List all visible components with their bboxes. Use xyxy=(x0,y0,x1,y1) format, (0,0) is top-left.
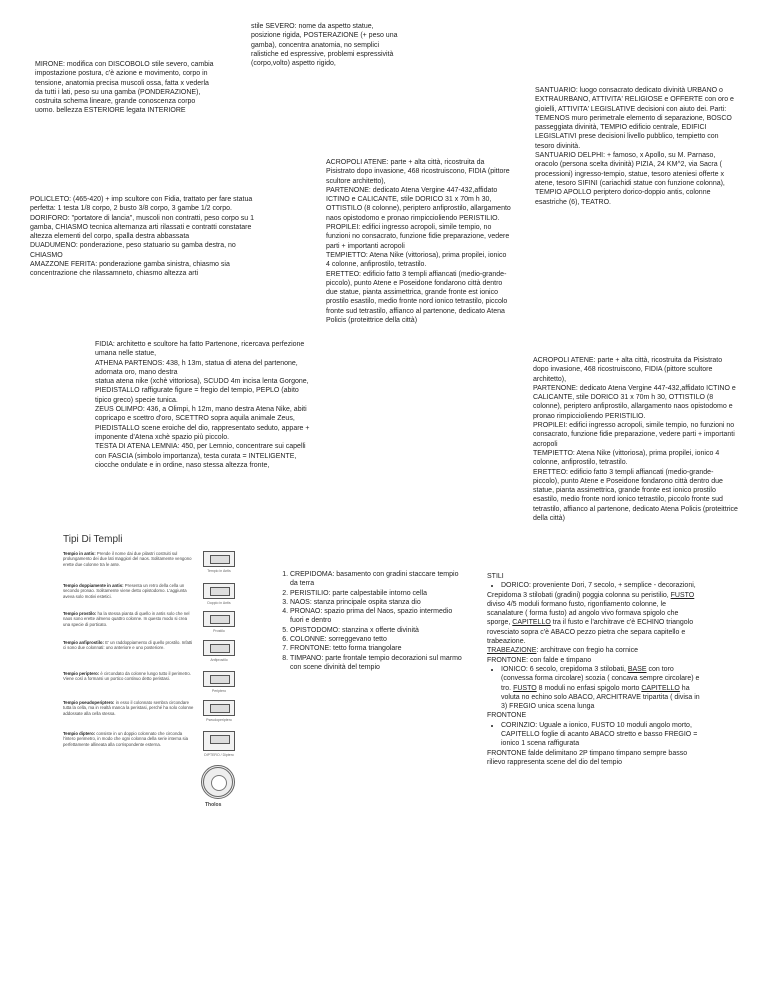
note-stile-severo: stile SEVERO: nome da aspetto statue, posizione rigida, POSTERAZIONE (+ peso una gamba), concentra anatomia, no semplici ralistiche ed espressive, problemi espressività (corpo,volto) aspetto rigido, xyxy=(251,23,398,68)
list-item: 5. OPISTODOMO: stanzina x offerte divinità xyxy=(290,626,465,635)
diagram-caption: DIPTERO / Diptero xyxy=(204,753,234,757)
tipo-desc: consiste in un doppio colonnato che circonda l'intero perimetro, in modo che ogni colonna della serie interna sia perfettamente allineata alla corrispondente esterna. xyxy=(63,731,189,747)
temple-plan-diagram xyxy=(203,611,235,627)
tholos-diagram xyxy=(201,765,235,799)
temple-plan-diagram xyxy=(203,583,235,599)
note-acropoli-atene-copy: ACROPOLI ATENE: parte + alta città, ricostruita da Pisistrato dopo invasione, 468 ricostruiscono, FIDIA (pittore scultore architetto), PARTENONE: dedicato Atena Vergine 447-432,affidato ICTINO e CALICANTE, stile DORICO 31 x 70m h 30, OTTISTILO (8 colonne), periptero anfiprostilo, allargamento naos opistodomo e pronao rimpiccioliendo PERISTILIO. PROPILEI: edifici ingresso acropoli, simile tempio, no funzioni no consacrato, funzione fidie preparazione, vedere parti + importanti acropoli TEMPIETTO: Atena Nike (vittoriosa), prima propilei, ionico 4 colonne, anfiprostilo, tetrastilo. ERETTEO: edificio fatto 3 templi affiancati (medio-grande-piccolo), punto Atene e Poseidone fondarono città dentro due statue, pianta assimettrica, grande fronte est ionico prostilo esastilo, medio fronte nord ionico tetrastilo, piccolo fronte sud tetrastilo, affianco al partenone, dedicato Atena Policis (proteittrice della città) xyxy=(533,357,738,523)
list-item: 8. TIMPANO: parte frontale tempio decorazioni sul marmo con scene divinità del tempio xyxy=(290,654,465,673)
frontone-corinzio-text: FRONTONE falde delimitano 2P timpano timpano sempre basso rilievo rappresenta scene del dio del tempio xyxy=(487,749,688,766)
ionico-item: • IONICO: 6 secolo, crepidoma 3 stilobati, BASE con toro (convessa forma circolare) scozia ( concava sempre circolare) e tro. FUSTO 8 moduli no enfasi spigolo morto CAPITELLO ha voluta no echino solo ABACO, ARCHITRAVE tripartita ( divisa in 3) FREGIO unica scena lunga xyxy=(501,665,702,711)
stili-section xyxy=(487,572,702,767)
dorico-item: • DORICO: proveniente Dori, 7 secolo, + semplice - decorazioni, xyxy=(501,581,702,590)
tipo-name: Tempio anfiprostilo: xyxy=(63,640,104,645)
tipo-desc: Presenta un retro della cella un secondo pronao. Solitamente viene detto opistodomo. L'aggiunta aveva solo motivi estetici. xyxy=(63,583,187,599)
list-item: 2. PERISTILIO: parte calpestabile intorno cella xyxy=(290,589,465,598)
temple-plan-diagram xyxy=(203,671,235,687)
list-item: 4. PRONAO: spazio prima del Naos, spazio intermedio fuori e dentro xyxy=(290,607,465,626)
note-policleto: POLICLETO: (465-420) + imp scultore con Fidia, trattato per fare statua perfetta: 1 testa 1/8 corpo, 2 busto 3/8 corpo, 3 gambe 1/2 corpo. DORIFORO: "portatore di lancia", muscoli non contratti, peso corpo su 1 gamba, CHIASMO tecnica alternanza arti rilassati e contratti constatare altezza elementi del corpo, spalla destra abbassata DUADUMENO: ponderazione, peso statuario su gamba destra, no CHIASMO AMAZZONE FERITA: ponderazione gamba sinistra, chiasmo sia concentrazione che rilassamneto, chiasmo altezza arti xyxy=(30,196,255,278)
tipo-name: Tempio periptero: xyxy=(63,671,100,676)
temple-plan-diagram xyxy=(203,700,235,716)
diagram-caption: Periptero xyxy=(211,689,227,693)
tipo-name: Tempio in antis: xyxy=(63,551,96,556)
trabeazione-text: TRABEAZIONE: architrave con fregio ha cornice xyxy=(487,647,638,655)
diagram-caption: Anfiprostilo xyxy=(210,658,228,662)
list-item: 7. FRONTONE: tetto forma triangolare xyxy=(290,644,465,653)
stili-heading: STILI xyxy=(487,573,504,580)
tipo-name: Tempio diptero: xyxy=(63,731,96,736)
list-item: 6. COLONNE: sorreggevano tetto xyxy=(290,635,465,644)
tipo-desc: in esso il colonnato sembra circondare tutta la cella, ma in realtà manca la peristasi, perché ha solo colonne addossate alla cella stessa. xyxy=(63,700,194,716)
tipo-name: Tempio doppiamente in antis: xyxy=(63,583,124,588)
note-fidia: FIDIA: architetto e scultore ha fatto Partenone, ricercava perfezione umana nelle statue, ATHENA PARTENOS: 438, h 13m, statua di atena del partenone, adornata oro, mano destra statua atena nike (xchè vittoriosa), SCUDO 4m incisa lenta Gorgone, PIEDISTALLO raffigurate figure = fregio del tempio, PEPLO (abito tipico greco) specie tunica. ZEUS OLIMPO: 436, a Olimpi, h 12m, mano destra Atena Nike, abiti copricapo e scettro d'oro, SCETTRO sopra aquila animale Zeus, PIEDISTALLO scene eroiche del dio, rappresentato seduto, appare + imponente d'Atena xchè spazio più piccolo. TESTA DI ATENA LEMNIA: 450, per Lemnio, concentrare sui capelli con FASCIA (simbolo importanza), testa curata = INTELIGENTE, ciocche ondulate e in ordine, naso stessa altezza fronte, xyxy=(95,341,310,469)
note-acropoli-atene: ACROPOLI ATENE: parte + alta città, ricostruita da Pisistrato dopo invasione, 468 ricostruiscono, FIDIA (pittore scultore architetto), PARTENONE: dedicato Atena Vergine 447-432,affidato ICTINO e CALICANTE, stile DORICO 31 x 70m h 30, OTTISTILO (8 colonne), periptero anfiprostilo, allargamento naos opistodomo e pronao rimpiccioliendo PERISTILIO. PROPILEI: edifici ingresso acropoli, simile tempio, no funzioni no consacrato, funzione fidie preparazione, vedere parti + importanti acropoli TEMPIETTO: Atena Nike (vittoriosa), prima propilei, ionico 4 colonne, anfiprostilo, tetrastilo. ERETTEO: edificio fatto 3 templi affiancati (medio-grande-piccolo), punto Atene e Poseidone fondarono città dentro due statue, pianta assimettrica, grande fronte est ionico prostilo esastilo, medio fronte nord ionico tetrastilo, piccolo fronte sud tetrastilo, affianco al partenone, dedicato Atena Policis (proteittrice della città) xyxy=(326,159,511,325)
tholos-caption: Tholos xyxy=(205,802,222,808)
list-item: 3. NAOS: stanza principale ospita stanza dio xyxy=(290,598,465,607)
tipi-templi-title: Tipi Di Templi xyxy=(63,534,123,545)
frontone-text: FRONTONE: con falde e timpano xyxy=(487,656,592,664)
list-item: 1. CREPIDOMA: basamento con gradini staccare tempio da terra xyxy=(290,570,465,589)
temple-plan-diagram xyxy=(203,640,235,656)
tipo-desc: è circondato da colonne lungo tutto il perimetro. Viene così a formarsi un portico continuo detto peristasi. xyxy=(63,671,191,682)
tipo-desc: ha la stessa pianta di quello in antis solo che nel naos sono erette almeno quattro colonne. In questo modo si crea una specie di porticato. xyxy=(63,611,190,627)
diagram-caption: Doppio in Antis xyxy=(207,601,231,605)
tipo-name: Tempio prostilo: xyxy=(63,611,97,616)
tipo-desc: Prende il nome dai due pilastri costruiti sul prolungamento dei due lati maggiori del naos. Solitamente vengono erette due colonne tra le ante. xyxy=(63,551,192,567)
diagram-caption: Pseudoperiptero xyxy=(206,718,232,722)
diagram-caption: Prostilo xyxy=(213,629,225,633)
note-mirone: MIRONE: modifica con DISCOBOLO stile severo, cambia impostazione postura, c'è azione e movimento, corpo in tensione, anatomia precisa muscoli ossa, fatta x vederla da tutti i lati, peso su una gamba (PONDERAZIONE), costruita schema lineare, grande conoscenza corpo uomo. bellezza ESTERIORE legata INTERIORE xyxy=(35,61,214,115)
diagram-caption: Tempio in Antis xyxy=(207,569,231,573)
dorico-text: Crepidoma 3 stilobati (gradini) poggia colonna su peristilio, FUSTO diviso 4/5 moduli formano fusto, rigonfiamento colonne, le scanalature ( forma fusto) ad angolo vivo formava spigolo che sporge, CAPITELLO tra il fusto e l'architrave c'è ECHINO triangolo rovesciato sopra c'è ABACO pezzo pietra che separa capitello e trabeazione. xyxy=(487,591,695,646)
tipo-name: Tempio pseudoperiptero: xyxy=(63,700,115,705)
frontone-label: FRONTONE xyxy=(487,712,527,720)
note-santuario: SANTUARIO: luogo consacrato dedicato divinità URBANO o EXTRAURBANO, ATTIVITA' RELIGIOSE e OFFERTE con oro e gioielli, ATTIVITA' LEGISLATIVE decisioni con aiuto dei. Parti: TEMENOS muro perimetrale elemento di separazione, BOSCO passeggiata divinità, TEMPIO edificio centrale, EDIFICI LEGISLATIVI prese decisioni livello pubblico, tempietto con tesoro divinità. SANTUARIO DELPHI: + famoso, x Apollo, su M. Parnaso, oracolo (persona scelta divinità) PIZIA, 24 KM^2, via Sacra ( processioni) ingresso-tempio, statue, tesoro ateniesi offerte x atene, tesoro SIFINI (cariachidi statue con funzione colonna), TEMPIO APOLLO periptero dorico-doppio antis, colonne esastriche (6), TEATRO. xyxy=(535,87,734,206)
corinzio-item: • CORINZIO: Uguale a ionico, FUSTO 10 moduli angolo morto, CAPITELLO foglie di acanto ABACO stretto e basso FREGIO = ionico 1 scena raffigurata xyxy=(501,721,702,749)
tipo-desc: E' un raddoppiamento di quello prostilo. Infatti ci sono due colonnati: uno anteriore e uno posteriore. xyxy=(63,640,193,651)
temple-plan-diagram xyxy=(203,731,235,751)
temple-plan-diagram xyxy=(203,551,235,567)
parti-tempio-list xyxy=(276,570,465,672)
